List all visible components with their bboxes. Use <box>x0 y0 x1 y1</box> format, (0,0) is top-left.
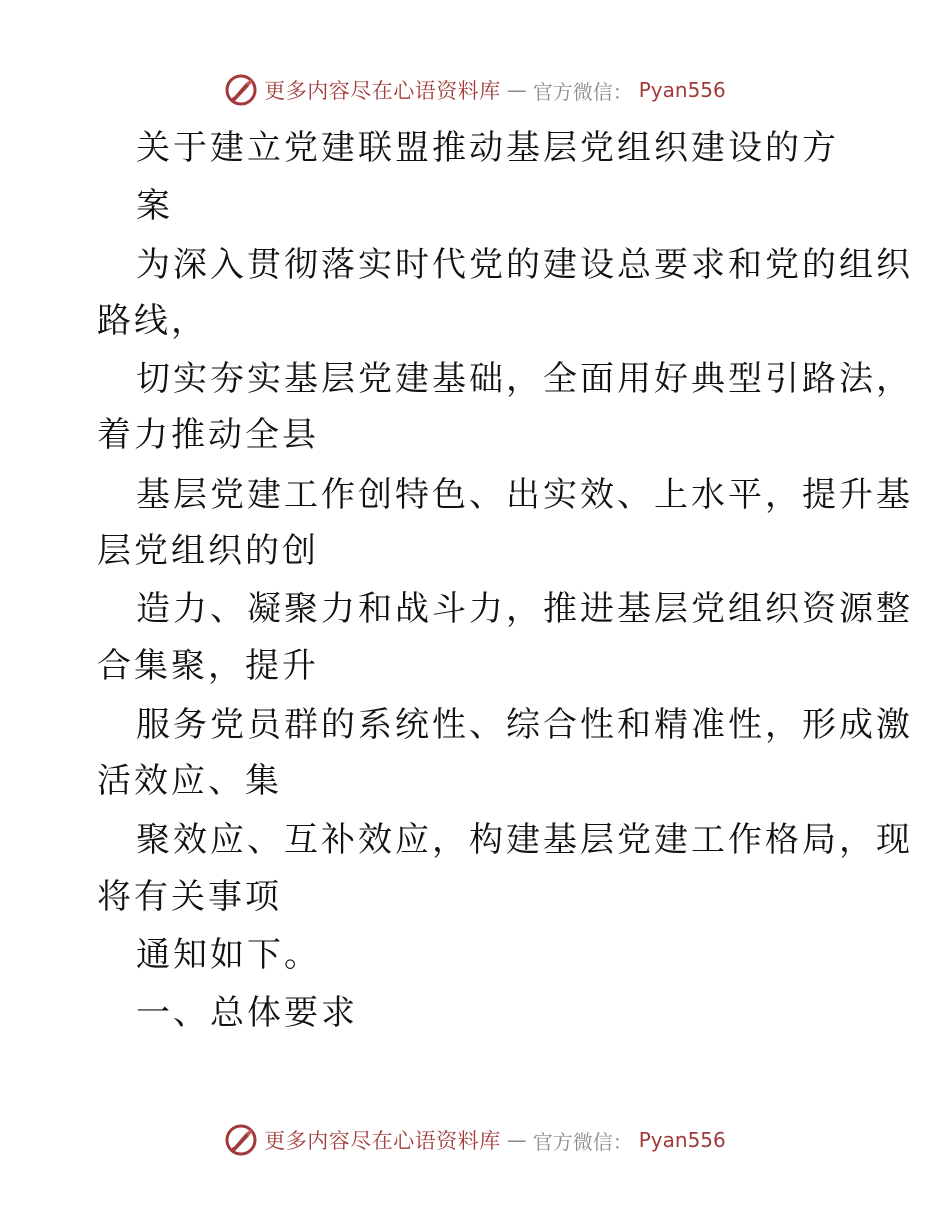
watermark-separator: — <box>506 1128 527 1152</box>
paragraph-line: 合集聚，提升 <box>97 646 319 686</box>
watermark-wechat-id: Pyan556 <box>638 78 726 102</box>
paragraph-line: 聚效应、互补效应，构建基层党建工作格局，现 <box>136 820 913 860</box>
footer-watermark <box>0 1120 950 1160</box>
paragraph-line: 通知如下。 <box>136 935 321 975</box>
watermark-wechat-label: 官方微信： <box>532 1129 633 1154</box>
watermark-wechat-label: 官方微信： <box>532 79 633 104</box>
paragraph-line: 服务党员群的系统性、综合性和精准性，形成激 <box>136 705 913 745</box>
paragraph-line: 基层党建工作创特色、出实效、上水平，提升基 <box>136 475 913 515</box>
pen-logo-icon <box>224 1123 258 1157</box>
paragraph-line: 路线， <box>97 301 208 341</box>
paragraph-line: 造力、凝聚力和战斗力，推进基层党组织资源整 <box>136 589 913 629</box>
document-title-line-1: 关于建立党建联盟推动基层党组织建设的方 <box>136 128 839 168</box>
pen-logo-icon <box>224 73 258 107</box>
paragraph-line: 着力推动全县 <box>97 415 319 455</box>
watermark-main-text: 更多内容尽在心语资料库 <box>264 1129 501 1153</box>
paragraph-line: 为深入贯彻落实时代党的建设总要求和党的组织 <box>136 245 913 285</box>
paragraph-line: 切实夯实基层党建基础，全面用好典型引路法， <box>136 359 913 399</box>
watermark-main-text: 更多内容尽在心语资料库 <box>264 79 501 103</box>
section-heading: 一、总体要求 <box>136 993 358 1033</box>
document-title-line-2: 案 <box>136 186 173 226</box>
watermark-separator: — <box>506 78 527 102</box>
paragraph-line: 活效应、集 <box>97 761 282 801</box>
header-watermark <box>0 70 950 110</box>
paragraph-line: 层党组织的创 <box>97 531 319 571</box>
paragraph-line: 将有关事项 <box>97 877 282 917</box>
watermark-wechat-id: Pyan556 <box>638 1128 726 1152</box>
